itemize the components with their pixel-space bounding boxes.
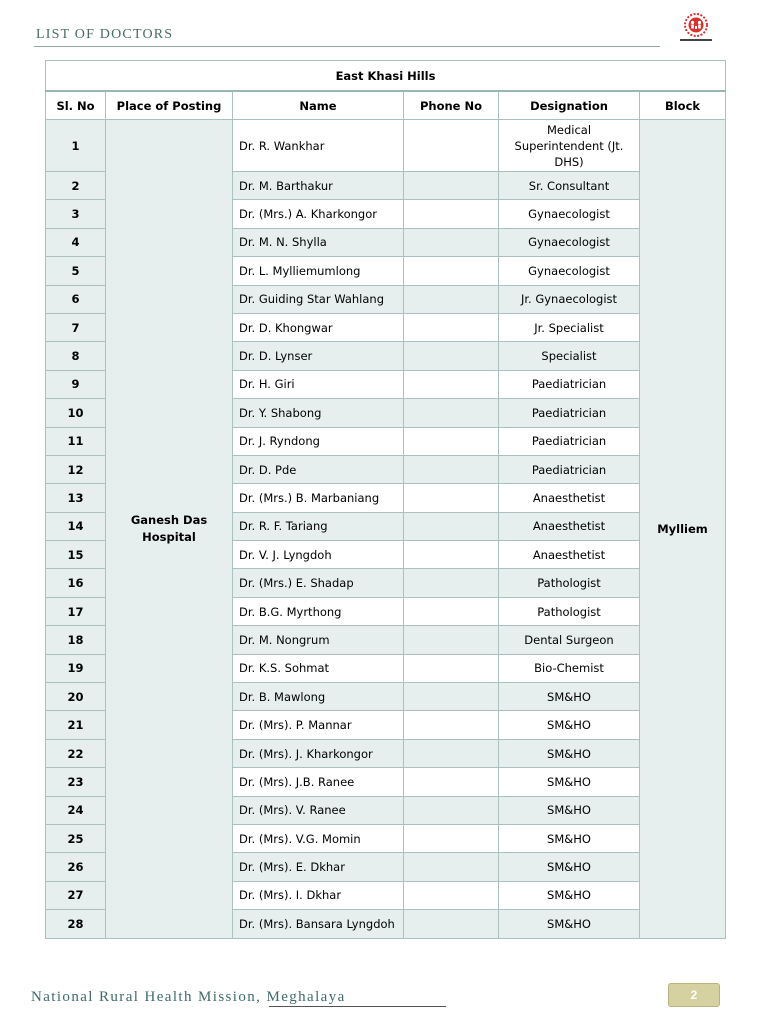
designation-cell: Paediatrician bbox=[499, 370, 640, 398]
doctor-name-cell: Dr. D. Lynser bbox=[233, 342, 404, 370]
sl-no-cell: 6 bbox=[46, 285, 106, 313]
table-body bbox=[46, 120, 726, 939]
doctor-name-cell: Dr. (Mrs). V. Ranee bbox=[233, 796, 404, 824]
doctor-name-cell: Dr. J. Ryndong bbox=[233, 427, 404, 455]
designation-cell: Anaesthetist bbox=[499, 512, 640, 540]
doctor-name-cell: Dr. K.S. Sohmat bbox=[233, 654, 404, 682]
designation-cell: SM&HO bbox=[499, 683, 640, 711]
phone-no-cell bbox=[404, 313, 499, 341]
doctor-name-cell: Dr. B.G. Myrthong bbox=[233, 597, 404, 625]
phone-no-cell bbox=[404, 796, 499, 824]
doctor-name-cell: Dr. V. J. Lyngdoh bbox=[233, 541, 404, 569]
phone-no-cell bbox=[404, 120, 499, 172]
phone-no-cell bbox=[404, 228, 499, 256]
designation-cell: Dental Surgeon bbox=[499, 626, 640, 654]
phone-no-cell bbox=[404, 654, 499, 682]
phone-no-cell bbox=[404, 910, 499, 938]
designation-cell: Pathologist bbox=[499, 569, 640, 597]
doctor-name-cell: Dr. M. N. Shylla bbox=[233, 228, 404, 256]
doctor-name-cell: Dr. R. Wankhar bbox=[233, 120, 404, 172]
phone-no-cell bbox=[404, 569, 499, 597]
sl-no-cell: 28 bbox=[46, 910, 106, 938]
doctor-name-cell: Dr. (Mrs.) B. Marbaniang bbox=[233, 484, 404, 512]
phone-no-cell bbox=[404, 512, 499, 540]
sl-no-cell: 26 bbox=[46, 853, 106, 881]
doctor-name-cell: Dr. D. Pde bbox=[233, 455, 404, 483]
designation-cell: Paediatrician bbox=[499, 455, 640, 483]
phone-no-cell bbox=[404, 768, 499, 796]
designation-cell: Bio-Chemist bbox=[499, 654, 640, 682]
column-header-block: Block bbox=[640, 91, 726, 120]
designation-cell: SM&HO bbox=[499, 824, 640, 852]
phone-no-cell bbox=[404, 626, 499, 654]
sl-no-cell: 23 bbox=[46, 768, 106, 796]
phone-no-cell bbox=[404, 711, 499, 739]
sl-no-cell: 16 bbox=[46, 569, 106, 597]
sl-no-cell: 25 bbox=[46, 824, 106, 852]
designation-cell: SM&HO bbox=[499, 796, 640, 824]
footer-divider bbox=[269, 1006, 446, 1007]
sl-no-cell: 5 bbox=[46, 257, 106, 285]
sl-no-cell: 13 bbox=[46, 484, 106, 512]
phone-no-cell bbox=[404, 427, 499, 455]
sl-no-cell: 10 bbox=[46, 399, 106, 427]
doctor-name-cell: Dr. D. Khongwar bbox=[233, 313, 404, 341]
place-of-posting-line2: Hospital bbox=[142, 529, 196, 544]
designation-cell: Pathologist bbox=[499, 597, 640, 625]
region-title: East Khasi Hills bbox=[46, 61, 726, 92]
doctor-name-cell: Dr. H. Giri bbox=[233, 370, 404, 398]
sl-no-cell: 7 bbox=[46, 313, 106, 341]
doctors-table bbox=[45, 60, 726, 939]
doctor-name-cell: Dr. (Mrs). Bansara Lyngdoh bbox=[233, 910, 404, 938]
sl-no-cell: 9 bbox=[46, 370, 106, 398]
designation-cell: Paediatrician bbox=[499, 427, 640, 455]
designation-cell: SM&HO bbox=[499, 910, 640, 938]
block-cell: Mylliem bbox=[640, 120, 726, 939]
phone-no-cell bbox=[404, 484, 499, 512]
sl-no-cell: 18 bbox=[46, 626, 106, 654]
sl-no-cell: 3 bbox=[46, 200, 106, 228]
phone-no-cell bbox=[404, 597, 499, 625]
designation-cell: SM&HO bbox=[499, 739, 640, 767]
sl-no-cell: 1 bbox=[46, 120, 106, 172]
column-header-place-of-posting: Place of Posting bbox=[106, 91, 233, 120]
designation-cell: Paediatrician bbox=[499, 399, 640, 427]
designation-cell: SM&HO bbox=[499, 768, 640, 796]
designation-cell: Anaesthetist bbox=[499, 484, 640, 512]
page-number: 2 bbox=[668, 983, 720, 1007]
phone-no-cell bbox=[404, 683, 499, 711]
sl-no-cell: 20 bbox=[46, 683, 106, 711]
sl-no-cell: 11 bbox=[46, 427, 106, 455]
phone-no-cell bbox=[404, 399, 499, 427]
sl-no-cell: 27 bbox=[46, 881, 106, 909]
phone-no-cell bbox=[404, 370, 499, 398]
doctor-name-cell: Dr. M. Barthakur bbox=[233, 172, 404, 200]
sl-no-cell: 17 bbox=[46, 597, 106, 625]
doctor-name-cell: Dr. M. Nongrum bbox=[233, 626, 404, 654]
sl-no-cell: 15 bbox=[46, 541, 106, 569]
sl-no-cell: 4 bbox=[46, 228, 106, 256]
designation-cell: SM&HO bbox=[499, 711, 640, 739]
doctor-name-cell: Dr. B. Mawlong bbox=[233, 683, 404, 711]
sl-no-cell: 12 bbox=[46, 455, 106, 483]
designation-cell: Anaesthetist bbox=[499, 541, 640, 569]
place-of-posting-cell bbox=[106, 120, 233, 939]
footer-organization: National Rural Health Mission, Meghalaya bbox=[31, 989, 346, 1005]
designation-cell: Gynaecologist bbox=[499, 200, 640, 228]
phone-no-cell bbox=[404, 853, 499, 881]
place-of-posting-line1: Ganesh Das bbox=[130, 512, 208, 527]
phone-no-cell bbox=[404, 739, 499, 767]
table-row bbox=[46, 120, 726, 172]
doctor-name-cell: Dr. Guiding Star Wahlang bbox=[233, 285, 404, 313]
designation-cell: SM&HO bbox=[499, 881, 640, 909]
column-header-name: Name bbox=[233, 91, 404, 120]
phone-no-cell bbox=[404, 285, 499, 313]
sl-no-cell: 8 bbox=[46, 342, 106, 370]
phone-no-cell bbox=[404, 455, 499, 483]
header-divider bbox=[34, 46, 660, 47]
sl-no-cell: 24 bbox=[46, 796, 106, 824]
doctor-name-cell: Dr. Y. Shabong bbox=[233, 399, 404, 427]
page-title: LIST OF DOCTORS bbox=[36, 27, 174, 42]
phone-no-cell bbox=[404, 172, 499, 200]
column-header-phone-no: Phone No bbox=[404, 91, 499, 120]
designation-cell: Medical Superintendent (Jt. DHS) bbox=[499, 120, 640, 172]
sl-no-cell: 21 bbox=[46, 711, 106, 739]
designation-cell: Jr. Gynaecologist bbox=[499, 285, 640, 313]
sl-no-cell: 19 bbox=[46, 654, 106, 682]
sl-no-cell: 14 bbox=[46, 512, 106, 540]
column-header-sl-no: Sl. No bbox=[46, 91, 106, 120]
column-header-designation: Designation bbox=[499, 91, 640, 120]
phone-no-cell bbox=[404, 881, 499, 909]
phone-no-cell bbox=[404, 200, 499, 228]
phone-no-cell bbox=[404, 342, 499, 370]
designation-cell: Specialist bbox=[499, 342, 640, 370]
government-of-meghalaya-logo-icon bbox=[674, 12, 718, 46]
phone-no-cell bbox=[404, 824, 499, 852]
phone-no-cell bbox=[404, 257, 499, 285]
doctor-name-cell: Dr. (Mrs). J. Kharkongor bbox=[233, 739, 404, 767]
doctor-name-cell: Dr. L. Mylliemumlong bbox=[233, 257, 404, 285]
sl-no-cell: 2 bbox=[46, 172, 106, 200]
designation-cell: Gynaecologist bbox=[499, 257, 640, 285]
designation-cell: Jr. Specialist bbox=[499, 313, 640, 341]
doctor-name-cell: Dr. (Mrs). I. Dkhar bbox=[233, 881, 404, 909]
sl-no-cell: 22 bbox=[46, 739, 106, 767]
doctor-name-cell: Dr. (Mrs.) A. Kharkongor bbox=[233, 200, 404, 228]
doctor-name-cell: Dr. (Mrs.) E. Shadap bbox=[233, 569, 404, 597]
doctor-name-cell: Dr. (Mrs). E. Dkhar bbox=[233, 853, 404, 881]
doctor-name-cell: Dr. (Mrs). V.G. Momin bbox=[233, 824, 404, 852]
designation-cell: Gynaecologist bbox=[499, 228, 640, 256]
doctor-name-cell: Dr. R. F. Tariang bbox=[233, 512, 404, 540]
phone-no-cell bbox=[404, 541, 499, 569]
designation-cell: Sr. Consultant bbox=[499, 172, 640, 200]
designation-cell: SM&HO bbox=[499, 853, 640, 881]
doctor-name-cell: Dr. (Mrs). J.B. Ranee bbox=[233, 768, 404, 796]
doctor-name-cell: Dr. (Mrs). P. Mannar bbox=[233, 711, 404, 739]
